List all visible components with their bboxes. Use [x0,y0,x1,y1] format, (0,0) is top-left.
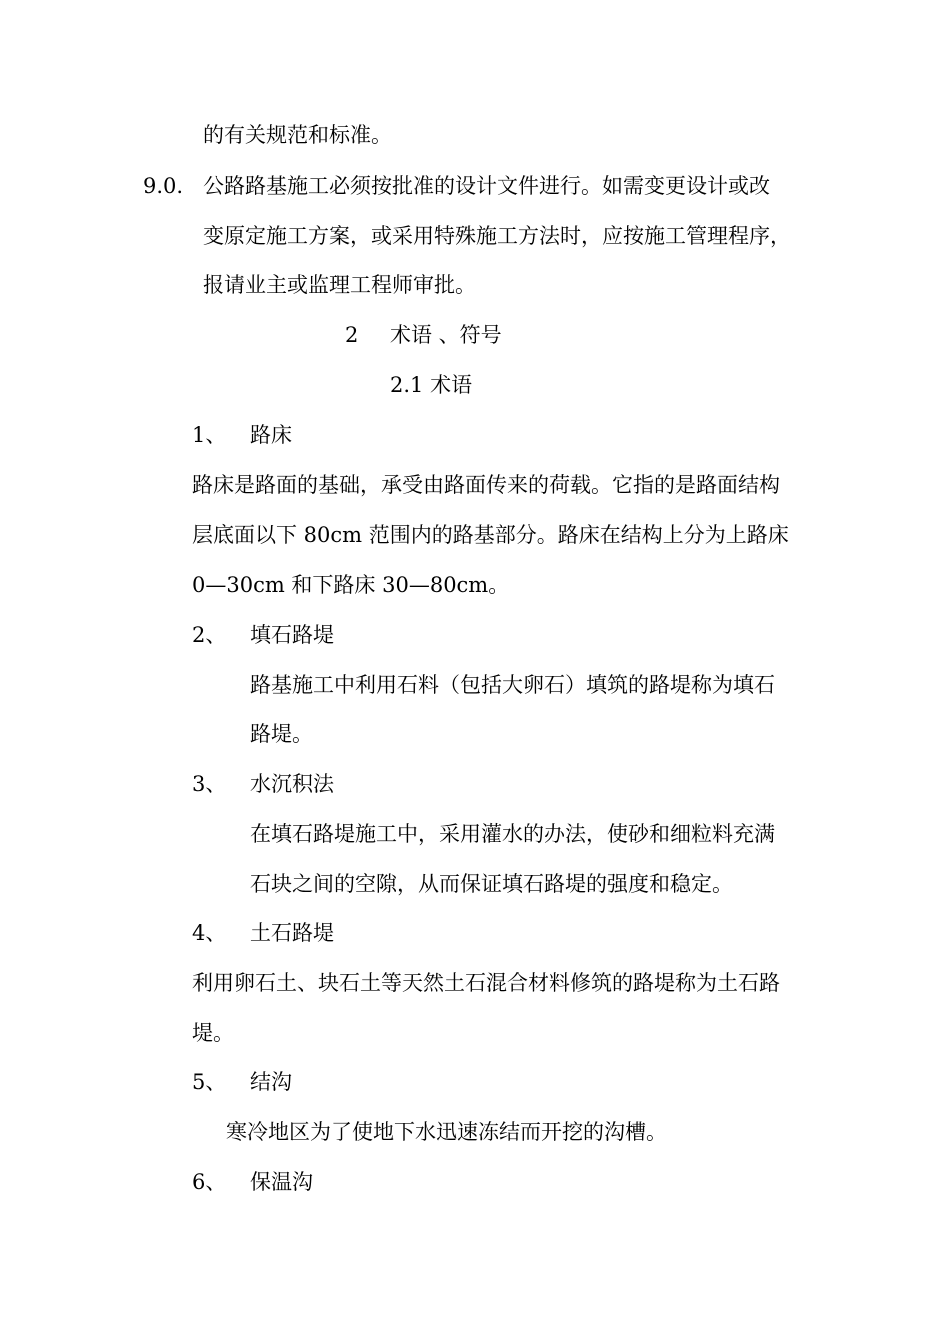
term-title: 土石路堤 [250,921,334,945]
chapter-title: 术语 、符号 [390,323,502,347]
paragraph-line: 路床是路面的基础，承受由路面传来的荷载。它指的是路面结构 [192,473,780,497]
term-number: 4、 [192,921,227,945]
paragraph-line: 的有关规范和标准。 [203,123,392,147]
paragraph-line: 石块之间的空隙，从而保证填石路堤的强度和稳定。 [250,872,733,896]
paragraph-line: 寒冷地区为了使地下水迅速冻结而开挖的沟槽。 [226,1120,667,1144]
term-title: 结沟 [250,1070,292,1094]
paragraph-line: 层底面以下 80cm 范围内的路基部分。路床在结构上分为上路床 [192,523,789,547]
term-title: 水沉积法 [250,772,334,796]
term-number: 3、 [192,772,227,796]
chapter-number: 2 [345,323,359,347]
paragraph-line: 路堤。 [250,722,313,746]
paragraph-line: 堤。 [192,1021,234,1045]
term-number: 6、 [192,1170,227,1194]
paragraph-line: 路基施工中利用石料（包括大卵石）填筑的路堤称为填石 [250,673,775,697]
term-title: 填石路堤 [250,623,334,647]
section-title: 2.1 术语 [390,373,473,397]
paragraph-line: 利用卵石土、块石土等天然土石混合材料修筑的路堤称为土石路 [192,971,780,995]
term-title: 保温沟 [250,1170,313,1194]
clause-number: 9.0. [143,174,184,198]
paragraph-line: 变原定施工方案，或采用特殊施工方法时，应按施工管理程序， [203,224,791,248]
paragraph-line: 在填石路堤施工中，采用灌水的办法，使砂和细粒料充满 [250,822,775,846]
paragraph-line: 报请业主或监理工程师审批。 [203,273,476,297]
paragraph-line: 公路路基施工必须按批准的设计文件进行。如需变更设计或改 [203,174,770,198]
term-title: 路床 [250,423,292,447]
term-number: 1、 [192,423,227,447]
term-number: 5、 [192,1070,227,1094]
term-number: 2、 [192,623,227,647]
paragraph-line: 0—30cm 和下路床 30—80cm。 [192,573,510,597]
